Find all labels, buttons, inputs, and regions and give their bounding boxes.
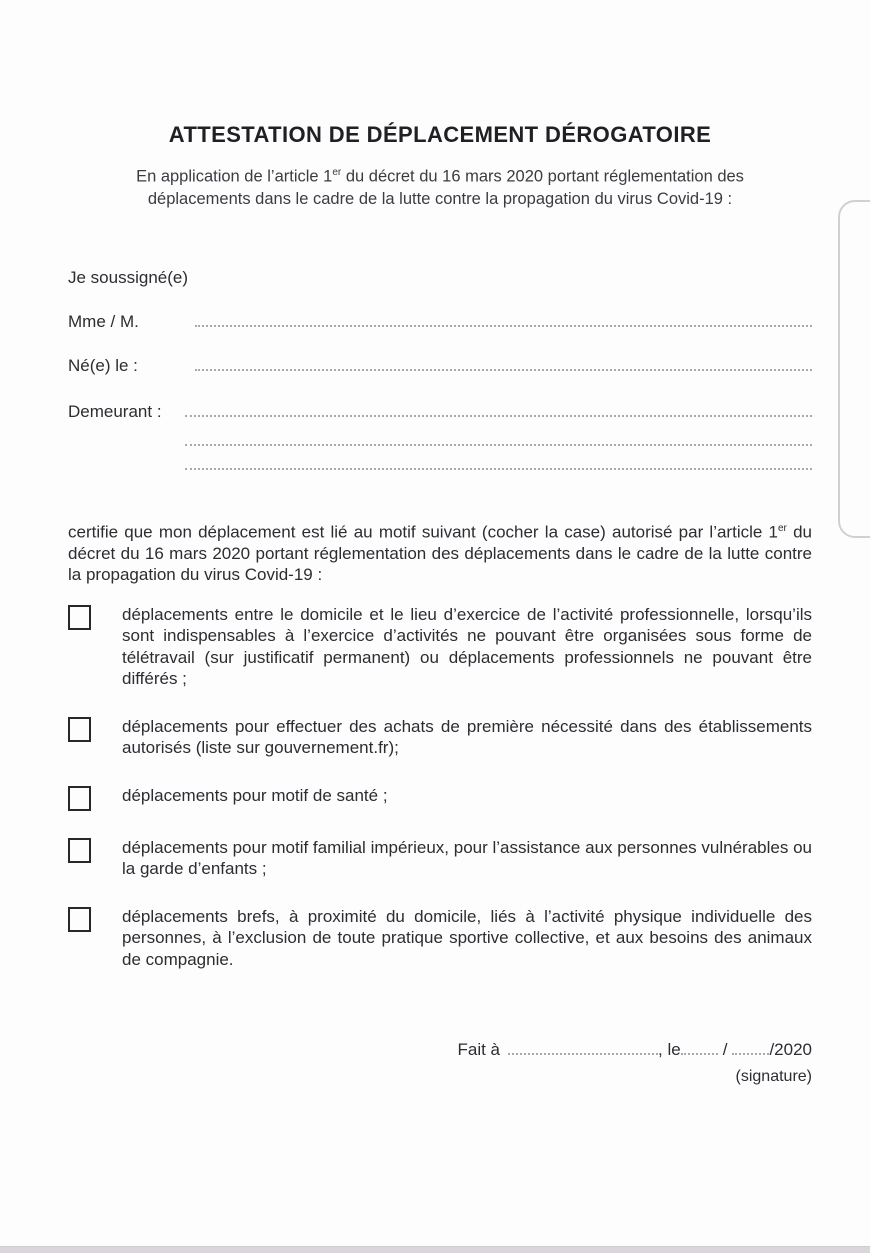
reason-checkbox-health[interactable] <box>68 786 91 811</box>
birthdate-input-line[interactable] <box>195 357 812 371</box>
reason-item-exercise <box>68 906 812 971</box>
reason-item-family <box>68 837 812 880</box>
le-label: , le <box>658 1040 681 1060</box>
birthdate-field-label: Né(e) le : <box>68 355 138 375</box>
reason-checkbox-exercise[interactable] <box>68 907 91 932</box>
address-input-line-3[interactable] <box>185 462 812 470</box>
fait-a-line <box>68 1040 812 1060</box>
subtitle-superscript: er <box>332 167 342 178</box>
reason-text-work: déplacements entre le domicile et le lieu d’exercice de l’activité professionnelle, lorsqu’ils sont indispensables à l’exercice d’activités ne pouvant être organisées sous forme de télétravail (sur justificatif permanent) ou déplacements professionnels ne pouvant être différés ; <box>122 604 812 689</box>
reasons-list <box>68 604 812 971</box>
document-footer <box>68 1040 812 1086</box>
certify-paragraph <box>68 518 812 586</box>
document-title: ATTESTATION DE DÉPLACEMENT DÉROGATOIRE <box>168 122 712 147</box>
certify-text-start: certifie que mon déplacement est lié au motif suivant (cocher la case) autorisé par l’article 1 <box>68 522 778 542</box>
date-slash: / <box>722 1040 728 1060</box>
reason-text-exercise: déplacements brefs, à proximité du domicile, liés à l’activité physique individuelle des personnes, à l’exclusion de toute pratique sportive collective, et aux besoins des animaux de compagnie. <box>122 906 812 969</box>
reason-item-work <box>68 604 812 690</box>
reason-item-shopping <box>68 716 812 759</box>
reason-checkbox-work[interactable] <box>68 605 91 630</box>
certify-superscript: er <box>777 522 787 534</box>
signature-label: (signature) <box>735 1068 812 1086</box>
name-input-line[interactable] <box>195 313 812 327</box>
document-subtitle <box>104 162 776 210</box>
subtitle-text-end: du décret du 16 mars 2020 portant réglementation des déplacements dans le cadre de la lutte contre la propagation du virus Covid-19 : <box>147 167 744 208</box>
address-field-row <box>68 402 812 422</box>
reason-checkbox-shopping[interactable] <box>68 717 91 742</box>
certify-text-end: du décret du 16 mars 2020 portant réglementation des déplacements dans le cadre de la lutte contre la propagation du virus Covid-19 : <box>68 522 812 585</box>
bottom-bar <box>0 1246 870 1253</box>
subtitle-text-start: En application de l’article 1 <box>136 167 333 186</box>
address-input-line-1[interactable] <box>185 403 812 417</box>
soussigne-label: Je soussigné(e) <box>68 267 189 287</box>
year-suffix-label: /2020 <box>769 1040 812 1060</box>
reason-text-family: déplacements pour motif familial impérieux, pour l’assistance aux personnes vulnérables ou la garde d’enfants ; <box>122 837 812 879</box>
reason-text-shopping: déplacements pour effectuer des achats de première nécessité dans des établissements autorisés (liste sur gouvernement.fr); <box>122 716 812 758</box>
place-input-line[interactable] <box>508 1041 658 1055</box>
name-field-row <box>68 312 812 332</box>
edge-panel-handle[interactable] <box>838 200 870 538</box>
reason-text-health: déplacements pour motif de santé ; <box>122 785 388 805</box>
month-input-line[interactable] <box>732 1041 769 1055</box>
fait-a-label: Fait à <box>457 1040 501 1060</box>
day-input-line[interactable] <box>681 1041 718 1055</box>
reason-checkbox-family[interactable] <box>68 838 91 863</box>
address-input-line-2[interactable] <box>185 438 812 446</box>
name-field-label: Mme / M. <box>68 311 139 331</box>
reason-item-health <box>68 785 812 811</box>
birthdate-field-row <box>68 356 812 376</box>
address-field-label: Demeurant : <box>68 401 162 421</box>
